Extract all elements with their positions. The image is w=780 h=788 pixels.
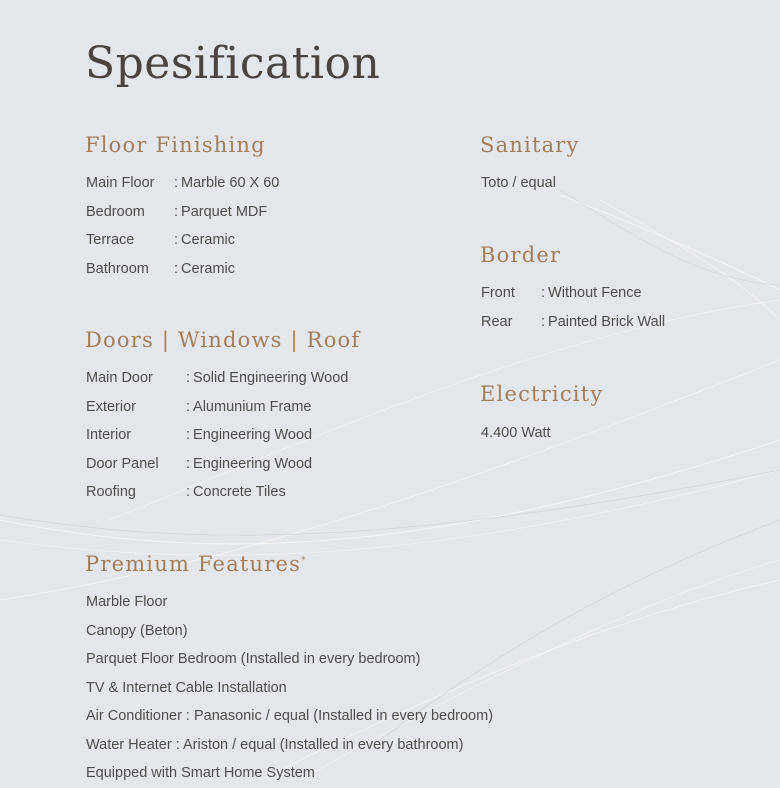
premium-features-heading <box>85 552 307 576</box>
list-item: TV & Internet Cable Installation <box>86 679 287 696</box>
row-separator: : <box>541 285 546 302</box>
row-separator: : <box>174 175 179 192</box>
list-item <box>481 419 551 448</box>
row-separator: : <box>174 203 179 220</box>
list-item <box>86 450 348 479</box>
floor-finishing-heading: Floor Finishing <box>85 133 266 157</box>
electricity-value: 4.400 Watt <box>481 425 551 442</box>
row-separator: : <box>541 313 546 330</box>
row-value: Marble 60 X 60 <box>181 175 280 192</box>
premium-features-list <box>86 588 493 788</box>
row-separator: : <box>186 370 191 387</box>
row-label: Main Floor <box>86 175 155 192</box>
row-separator: : <box>186 455 191 472</box>
border-heading: Border <box>480 243 562 267</box>
doors-windows-roof-list <box>86 364 348 507</box>
row-separator: : <box>186 484 191 501</box>
row-label: Interior <box>86 427 132 444</box>
sanitary-heading: Sanitary <box>480 133 580 157</box>
row-value: Engineering Wood <box>193 455 313 472</box>
row-separator: : <box>186 427 191 444</box>
row-value: Concrete Tiles <box>193 484 286 501</box>
list-item: Canopy (Beton) <box>86 622 188 639</box>
list-item <box>86 226 279 255</box>
list-item: Marble Floor <box>86 594 168 611</box>
electricity-list <box>481 419 551 448</box>
list-item: Water Heater : Ariston / equal (Installed in every bathroom) <box>86 736 464 753</box>
row-value: Painted Brick Wall <box>548 313 666 330</box>
row-label: Door Panel <box>86 455 159 472</box>
list-item <box>86 198 279 227</box>
row-label: Terrace <box>86 232 135 249</box>
row-value: Solid Engineering Wood <box>193 370 349 387</box>
row-label: Bathroom <box>86 260 149 277</box>
row-value: Ceramic <box>181 260 236 277</box>
sanitary-list <box>481 169 556 198</box>
row-label: Exterior <box>86 398 136 415</box>
electricity-heading: Electricity <box>480 382 604 406</box>
list-item <box>481 308 665 337</box>
row-label: Bedroom <box>86 203 145 220</box>
row-value: Engineering Wood <box>193 427 313 444</box>
sanitary-value: Toto / equal <box>481 175 556 192</box>
list-item <box>481 169 556 198</box>
premium-features-heading-text: Premium Features <box>85 552 302 576</box>
row-value: Without Fence <box>548 285 642 302</box>
row-value: Ceramic <box>181 232 236 249</box>
row-label: Roofing <box>86 484 136 501</box>
floor-finishing-list <box>86 169 279 283</box>
list-item <box>86 393 348 422</box>
list-item: Air Conditioner : Panasonic / equal (Installed in every bedroom) <box>86 708 494 725</box>
doors-windows-roof-heading: Doors | Windows | Roof <box>85 328 361 352</box>
row-label: Front <box>481 285 515 302</box>
row-value: Parquet MDF <box>181 203 268 220</box>
row-label: Rear <box>481 313 513 330</box>
border-list <box>481 279 665 336</box>
row-separator: : <box>186 398 191 415</box>
list-item <box>86 478 348 507</box>
list-item <box>86 421 348 450</box>
row-separator: : <box>174 260 179 277</box>
page-title: Spesification <box>85 38 381 89</box>
list-item <box>86 364 348 393</box>
list-item: Equipped with Smart Home System <box>86 765 315 782</box>
list-item: Parquet Floor Bedroom (Installed in every bedroom) <box>86 651 421 668</box>
row-value: Alumunium Frame <box>193 398 312 415</box>
list-item <box>481 279 665 308</box>
row-label: Main Door <box>86 370 153 387</box>
row-separator: : <box>174 232 179 249</box>
list-item <box>86 169 279 198</box>
list-item <box>86 255 279 284</box>
asterisk-mark: * <box>301 556 307 566</box>
